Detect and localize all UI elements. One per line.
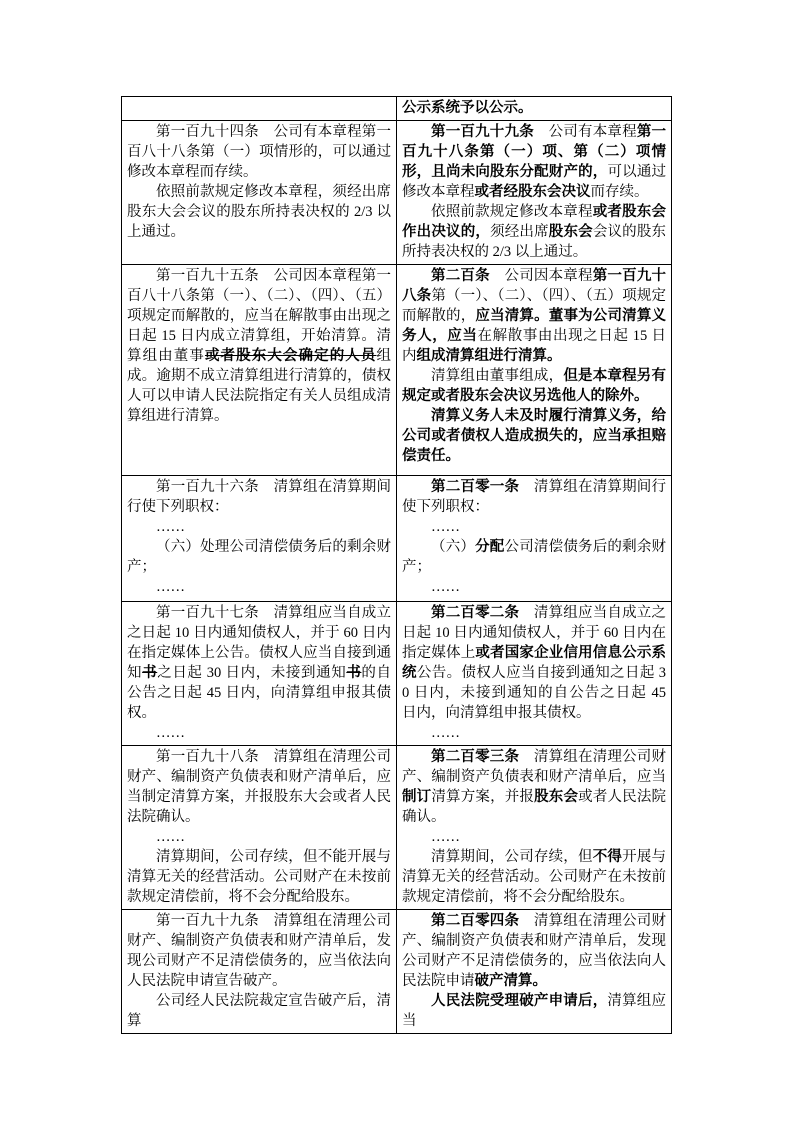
text-run: 公司经人民法院裁定宣告破产后，清算 bbox=[127, 993, 391, 1029]
law-paragraph bbox=[127, 911, 391, 991]
law-paragraph bbox=[127, 723, 391, 743]
new-version-cell bbox=[397, 602, 672, 746]
law-paragraph bbox=[127, 537, 391, 577]
changed-text-run: 但是本章程另有规定或者股东会决议另选他人的除外。 bbox=[402, 368, 667, 404]
table-row bbox=[122, 121, 672, 265]
law-paragraph bbox=[127, 182, 391, 242]
table-row bbox=[122, 602, 672, 746]
text-run: …… bbox=[431, 519, 460, 535]
text-run: 须经出席 bbox=[490, 224, 549, 240]
law-paragraph bbox=[402, 723, 666, 743]
law-paragraph bbox=[127, 603, 391, 723]
text-run: 清算组在清算期间行使下列职权： bbox=[402, 479, 667, 515]
deleted-text-run: 书 bbox=[346, 665, 362, 681]
law-paragraph bbox=[402, 847, 666, 907]
new-version-cell bbox=[397, 265, 672, 476]
changed-text-run: 第一百九十九条 bbox=[431, 124, 534, 140]
text-run: 清算期间，公司存续，但 bbox=[431, 849, 593, 865]
deleted-text-run: 或者股东大会确定的人员 bbox=[204, 348, 377, 364]
changed-text-run: 第二百条 bbox=[431, 268, 490, 284]
law-paragraph bbox=[402, 406, 666, 466]
old-version-cell bbox=[122, 746, 397, 910]
new-version-cell bbox=[397, 746, 672, 910]
text-run: 第一百九十七条 清算组应当自成立之日起 10 日内通知债权人，并于 60 日内在指定媒体上公告。债权人应当自接到通知 bbox=[127, 605, 391, 681]
text-run: 可以通过修改本章程 bbox=[402, 164, 667, 200]
text-run: 清算组应当自成立之日起 10 日内通知债权人，并于 60 日内在指定媒体上 bbox=[402, 605, 667, 661]
law-paragraph bbox=[402, 202, 666, 262]
changed-text-run: 人民法院受理破产申请后， bbox=[431, 993, 608, 1009]
law-paragraph bbox=[402, 577, 666, 597]
changed-text-run: 应当清算。董事为公司清算义务人，应当 bbox=[402, 308, 667, 344]
law-paragraph bbox=[402, 747, 666, 827]
law-paragraph bbox=[402, 122, 666, 202]
text-run: …… bbox=[156, 519, 185, 535]
table-row bbox=[122, 476, 672, 602]
text-run: 公司有本章程 bbox=[533, 124, 637, 140]
text-run: 而存续。 bbox=[590, 184, 649, 200]
text-run: …… bbox=[431, 829, 460, 845]
text-run: 清算组由董事组成， bbox=[431, 368, 564, 384]
deleted-text-run: 书 bbox=[142, 665, 158, 681]
text-run: （六）处理公司清偿债务后的剩余财产； bbox=[127, 539, 391, 575]
text-run: 第（一）、（二）、（四）、（五）项规定而解散的， bbox=[402, 288, 667, 324]
old-version-cell bbox=[122, 265, 397, 476]
changed-text-run: 或者股东会作出决议的， bbox=[402, 204, 667, 240]
text-run: 或者人民法院确认。 bbox=[402, 789, 667, 825]
text-run: 清算期间，公司存续，但不能开展与清算无关的经营活动。公司财产在未按前款规定清偿前，将不会分配给股东。 bbox=[127, 849, 391, 905]
new-version-cell bbox=[397, 121, 672, 265]
changed-text-run: 或者国家企业信用信息公示系统 bbox=[402, 645, 667, 681]
text-run: 第一百九十五条 公司因本章程第一百八十八条第（一）、（二）、（四）、（五）项规定而解散的，应当在解散事由出现之日起 15 日内成立清算组，开始清算。清算组由董事 bbox=[127, 268, 391, 364]
law-paragraph bbox=[402, 366, 666, 406]
text-run: 清算组在清理公司财产、编制资产负债表和财产清单后，发现公司财产不足清偿债务的，应当依法向人民法院申请 bbox=[402, 913, 667, 989]
law-paragraph bbox=[402, 477, 666, 517]
law-paragraph bbox=[127, 517, 391, 537]
law-paragraph bbox=[402, 537, 666, 577]
text-run: 之日起 30 日内，未接到通知 bbox=[157, 665, 347, 681]
text-run: 第一百九十九条 清算组在清理公司财产、编制资产负债表和财产清单后，发现公司财产不足清偿债务的，应当依法向人民法院申请宣告破产。 bbox=[127, 913, 391, 989]
law-paragraph bbox=[402, 517, 666, 537]
text-run: 公司清偿债务后的剩余财产； bbox=[402, 539, 667, 575]
new-version-cell bbox=[397, 476, 672, 602]
law-paragraph bbox=[127, 122, 391, 182]
law-paragraph bbox=[402, 266, 666, 366]
changed-text-run: 分配 bbox=[475, 539, 505, 555]
old-version-cell bbox=[122, 602, 397, 746]
changed-text-run: 第二百零四条 bbox=[431, 913, 520, 929]
text-run: …… bbox=[431, 579, 460, 595]
new-version-cell bbox=[397, 910, 672, 1034]
changed-text-run: 公示系统予以公示。 bbox=[402, 100, 533, 116]
text-run: 在解散事由出现之日起 15 日内 bbox=[402, 328, 666, 364]
changed-text-run: 不得 bbox=[592, 849, 623, 865]
text-run: 第一百九十八条 清算组在清理公司财产、编制资产负债表和财产清单后，应当制定清算方案，并报股东大会或者人民法院确认。 bbox=[127, 749, 391, 825]
law-paragraph bbox=[127, 477, 391, 517]
text-run: …… bbox=[156, 829, 185, 845]
law-paragraph bbox=[127, 747, 391, 827]
law-paragraph bbox=[127, 827, 391, 847]
text-run: 的自公告之日起 45 日内，向清算组申报其债权。 bbox=[127, 665, 392, 721]
text-run: 清算组应当 bbox=[402, 993, 667, 1029]
text-run: 清算方案，并报 bbox=[431, 789, 535, 805]
changed-text-run: 第二百零二条 bbox=[431, 605, 520, 621]
text-run: 第一百九十六条 清算组在清算期间行使下列职权： bbox=[127, 479, 391, 515]
text-run: 清算组在清理公司财产、编制资产负债表和财产清单后，应当 bbox=[402, 749, 667, 785]
law-paragraph bbox=[127, 577, 391, 597]
changed-text-run: 组成清算组进行清算。 bbox=[416, 348, 562, 364]
law-paragraph bbox=[402, 991, 666, 1031]
table-row bbox=[122, 265, 672, 476]
old-version-cell bbox=[122, 476, 397, 602]
text-run: 开展与清算无关的经营活动。公司财产在未按前款规定清偿前，将不会分配给股东。 bbox=[402, 849, 667, 905]
text-run: 公司因本章程 bbox=[489, 268, 593, 284]
text-run: 依照前款规定修改本章程，须经出席股东大会会议的股东所持表决权的 2/3 以上通过。 bbox=[127, 184, 391, 240]
law-paragraph bbox=[127, 266, 391, 426]
law-paragraph bbox=[402, 911, 666, 991]
changed-text-run: 第一百九十八条第（一）项、第（二）项情形，且尚未向股东分配财产的， bbox=[402, 124, 667, 180]
table-row bbox=[122, 910, 672, 1034]
text-run: 组成。逾期不成立清算组进行清算的，债权人可以申请人民法院指定有关人员组成清算组进行清算。 bbox=[127, 348, 391, 424]
text-run: …… bbox=[156, 725, 185, 741]
law-paragraph bbox=[127, 847, 391, 907]
changed-text-run: 制订 bbox=[402, 789, 432, 805]
old-version-cell bbox=[122, 910, 397, 1034]
changed-text-run: 破产清算。 bbox=[474, 973, 547, 989]
law-comparison-table-body bbox=[122, 97, 672, 1034]
changed-text-run: 第二百零三条 bbox=[431, 749, 520, 765]
changed-text-run: 股东会 bbox=[548, 224, 593, 240]
law-paragraph bbox=[402, 827, 666, 847]
changed-text-run: 或者经股东会决议 bbox=[474, 184, 591, 200]
changed-text-run: 第一百九十八条 bbox=[402, 268, 667, 304]
text-run: （六） bbox=[431, 539, 476, 555]
new-version-cell bbox=[397, 97, 672, 121]
table-row bbox=[122, 97, 672, 121]
changed-text-run: 第二百零一条 bbox=[431, 479, 520, 495]
changed-text-run: 股东会 bbox=[534, 789, 579, 805]
law-paragraph bbox=[127, 991, 391, 1031]
law-paragraph bbox=[402, 603, 666, 723]
text-run: 第一百九十四条 公司有本章程第一百八十八条第（一）项情形的，可以通过修改本章程而存续。 bbox=[127, 124, 391, 180]
text-run: 公告。债权人应当自接到通知之日起 30 日内，未接到通知的自公告之日起 45 日内，向清算组申报其债权。 bbox=[402, 665, 667, 721]
text-run: …… bbox=[156, 579, 185, 595]
text-run: 会议的股东所持表决权的 2/3 以上通过。 bbox=[402, 224, 667, 260]
old-version-cell bbox=[122, 97, 397, 121]
changed-text-run: 清算义务人未及时履行清算义务，给公司或者债权人造成损失的，应当承担赔偿责任。 bbox=[402, 408, 666, 464]
text-run: 依照前款规定修改本章程 bbox=[431, 204, 593, 220]
law-comparison-table bbox=[121, 96, 672, 1034]
text-run: …… bbox=[431, 725, 460, 741]
old-version-cell bbox=[122, 121, 397, 265]
law-paragraph bbox=[402, 98, 666, 118]
table-row bbox=[122, 746, 672, 910]
